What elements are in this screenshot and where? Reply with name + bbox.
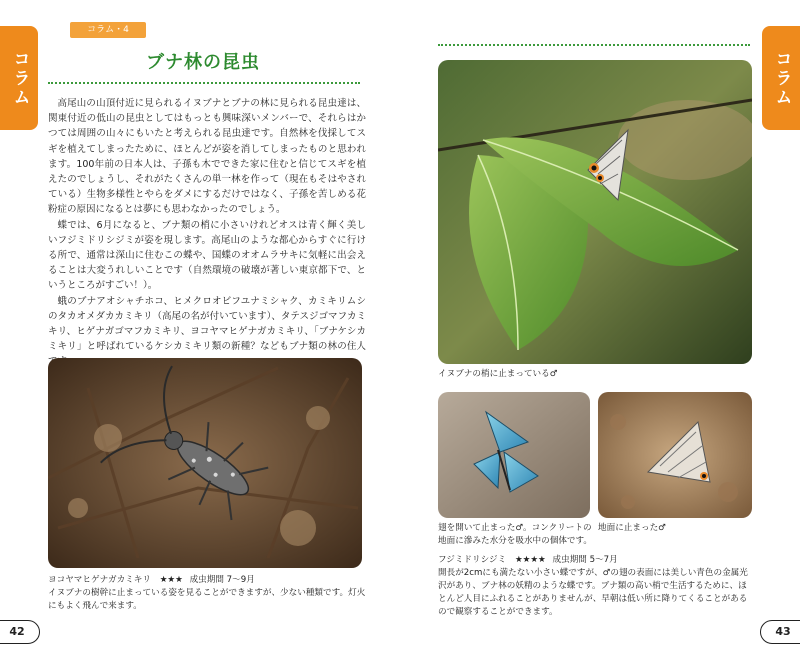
- page-number: 43: [760, 620, 800, 644]
- right-page: [400, 0, 800, 654]
- ground-butterfly-photo: [598, 392, 752, 518]
- rating-stars: ★★★: [159, 575, 183, 585]
- butterfly-on-leaf-photo: [438, 60, 752, 364]
- top-divider: [438, 44, 750, 46]
- beetle-description: イヌブナの樹幹に止まっている姿を見ることができますが、少ない種類です。灯火にもよく飛んで来ます。: [48, 588, 366, 611]
- main-photo-caption: イヌブナの梢に止まっている♂: [438, 369, 558, 379]
- species-name: フジミドリシジミ: [438, 555, 507, 565]
- paragraph: 高尾山の山頂付近に見られるイヌブナとブナの林に見られる昆虫達は、関東付近の低山の昆虫としてはもっとも興味深いメンバーで、それらはかつては周囲の山々にもいたと考えられる昆虫達です。自然林を伐採してスギを植えてしまったために、ほとんどが姿を消してしまったものと思われます。100年前の日本人は、子孫も木でできた家に住むと信じてスギを植えたのでしょうし、それがたくさんの単一林を作って（現在もそはやされている）生物多様性とやらをダメにするだけではなく、子孫を苦しめる花粉症の原因になるとは夢にも思わなかったのでしょう。: [48, 98, 366, 216]
- page-number: 42: [0, 620, 40, 644]
- beetle-caption: [48, 574, 366, 613]
- open-wing-caption: 翅を開いて止まった♂。コンクリートの地面に滲みた水分を吸水中の個体です。: [438, 523, 593, 546]
- column-number-tag: コラム・4: [70, 22, 146, 38]
- adult-period: 成虫期間 7～9月: [189, 575, 255, 585]
- column-side-tab: コラム: [0, 26, 38, 130]
- longhorn-beetle-photo: [48, 358, 362, 568]
- paragraph: 蛾のブナアオシャチホコ、ヒメクロオビフユナミシャク、カミキリムシのタカオメダカカミキリ（高尾の名が付いています）、タテスジゴマフカミキリ、ヒゲナガゴマフカミキリ、ヨコヤマヒゲナガカミキリ、「ブナケシカミキリ」と呼ばれているケシカミキリ類の新種？などもブナ類の林の住人: [48, 295, 366, 353]
- beetle-species-name: ヨコヤマヒゲナガカミキリ: [48, 575, 151, 585]
- species-info: [438, 554, 754, 619]
- title-divider: [48, 82, 360, 84]
- article-body: [48, 96, 366, 370]
- page-title: ブナ林の昆虫: [146, 52, 260, 73]
- column-side-tab: コラム: [762, 26, 800, 130]
- open-wing-butterfly-photo: [438, 392, 590, 518]
- ground-butterfly-caption: 地面に止まった♂: [598, 523, 666, 533]
- species-description: 開長が2cmにも満たない小さい蝶ですが、♂の翅の表面には美しい青色の金属光沢があり、ブナ林の妖精のような蝶です。ブナ類の高い梢で生活するために、ほとんど人目にふれることがありませんが、早朝は低い所に降りてくることがあるので観察することができます。: [438, 568, 748, 617]
- rating-stars: ★★★★: [514, 555, 546, 565]
- adult-period: 成虫期間 5～7月: [552, 555, 618, 565]
- paragraph: 蝶では、6月になると、ブナ類の梢に小さいけれどオスは青く輝く美しいフジミドリシジミが姿を現します。高尾山のような都心からすぐに行ける所で、通常は深山に住むこの蝶や、国蝶のオオムラサキに気軽に出会えることは大変うれしいことです（自然環境の破壊が著しい東京都下で、というところがすごい！）。: [48, 219, 366, 292]
